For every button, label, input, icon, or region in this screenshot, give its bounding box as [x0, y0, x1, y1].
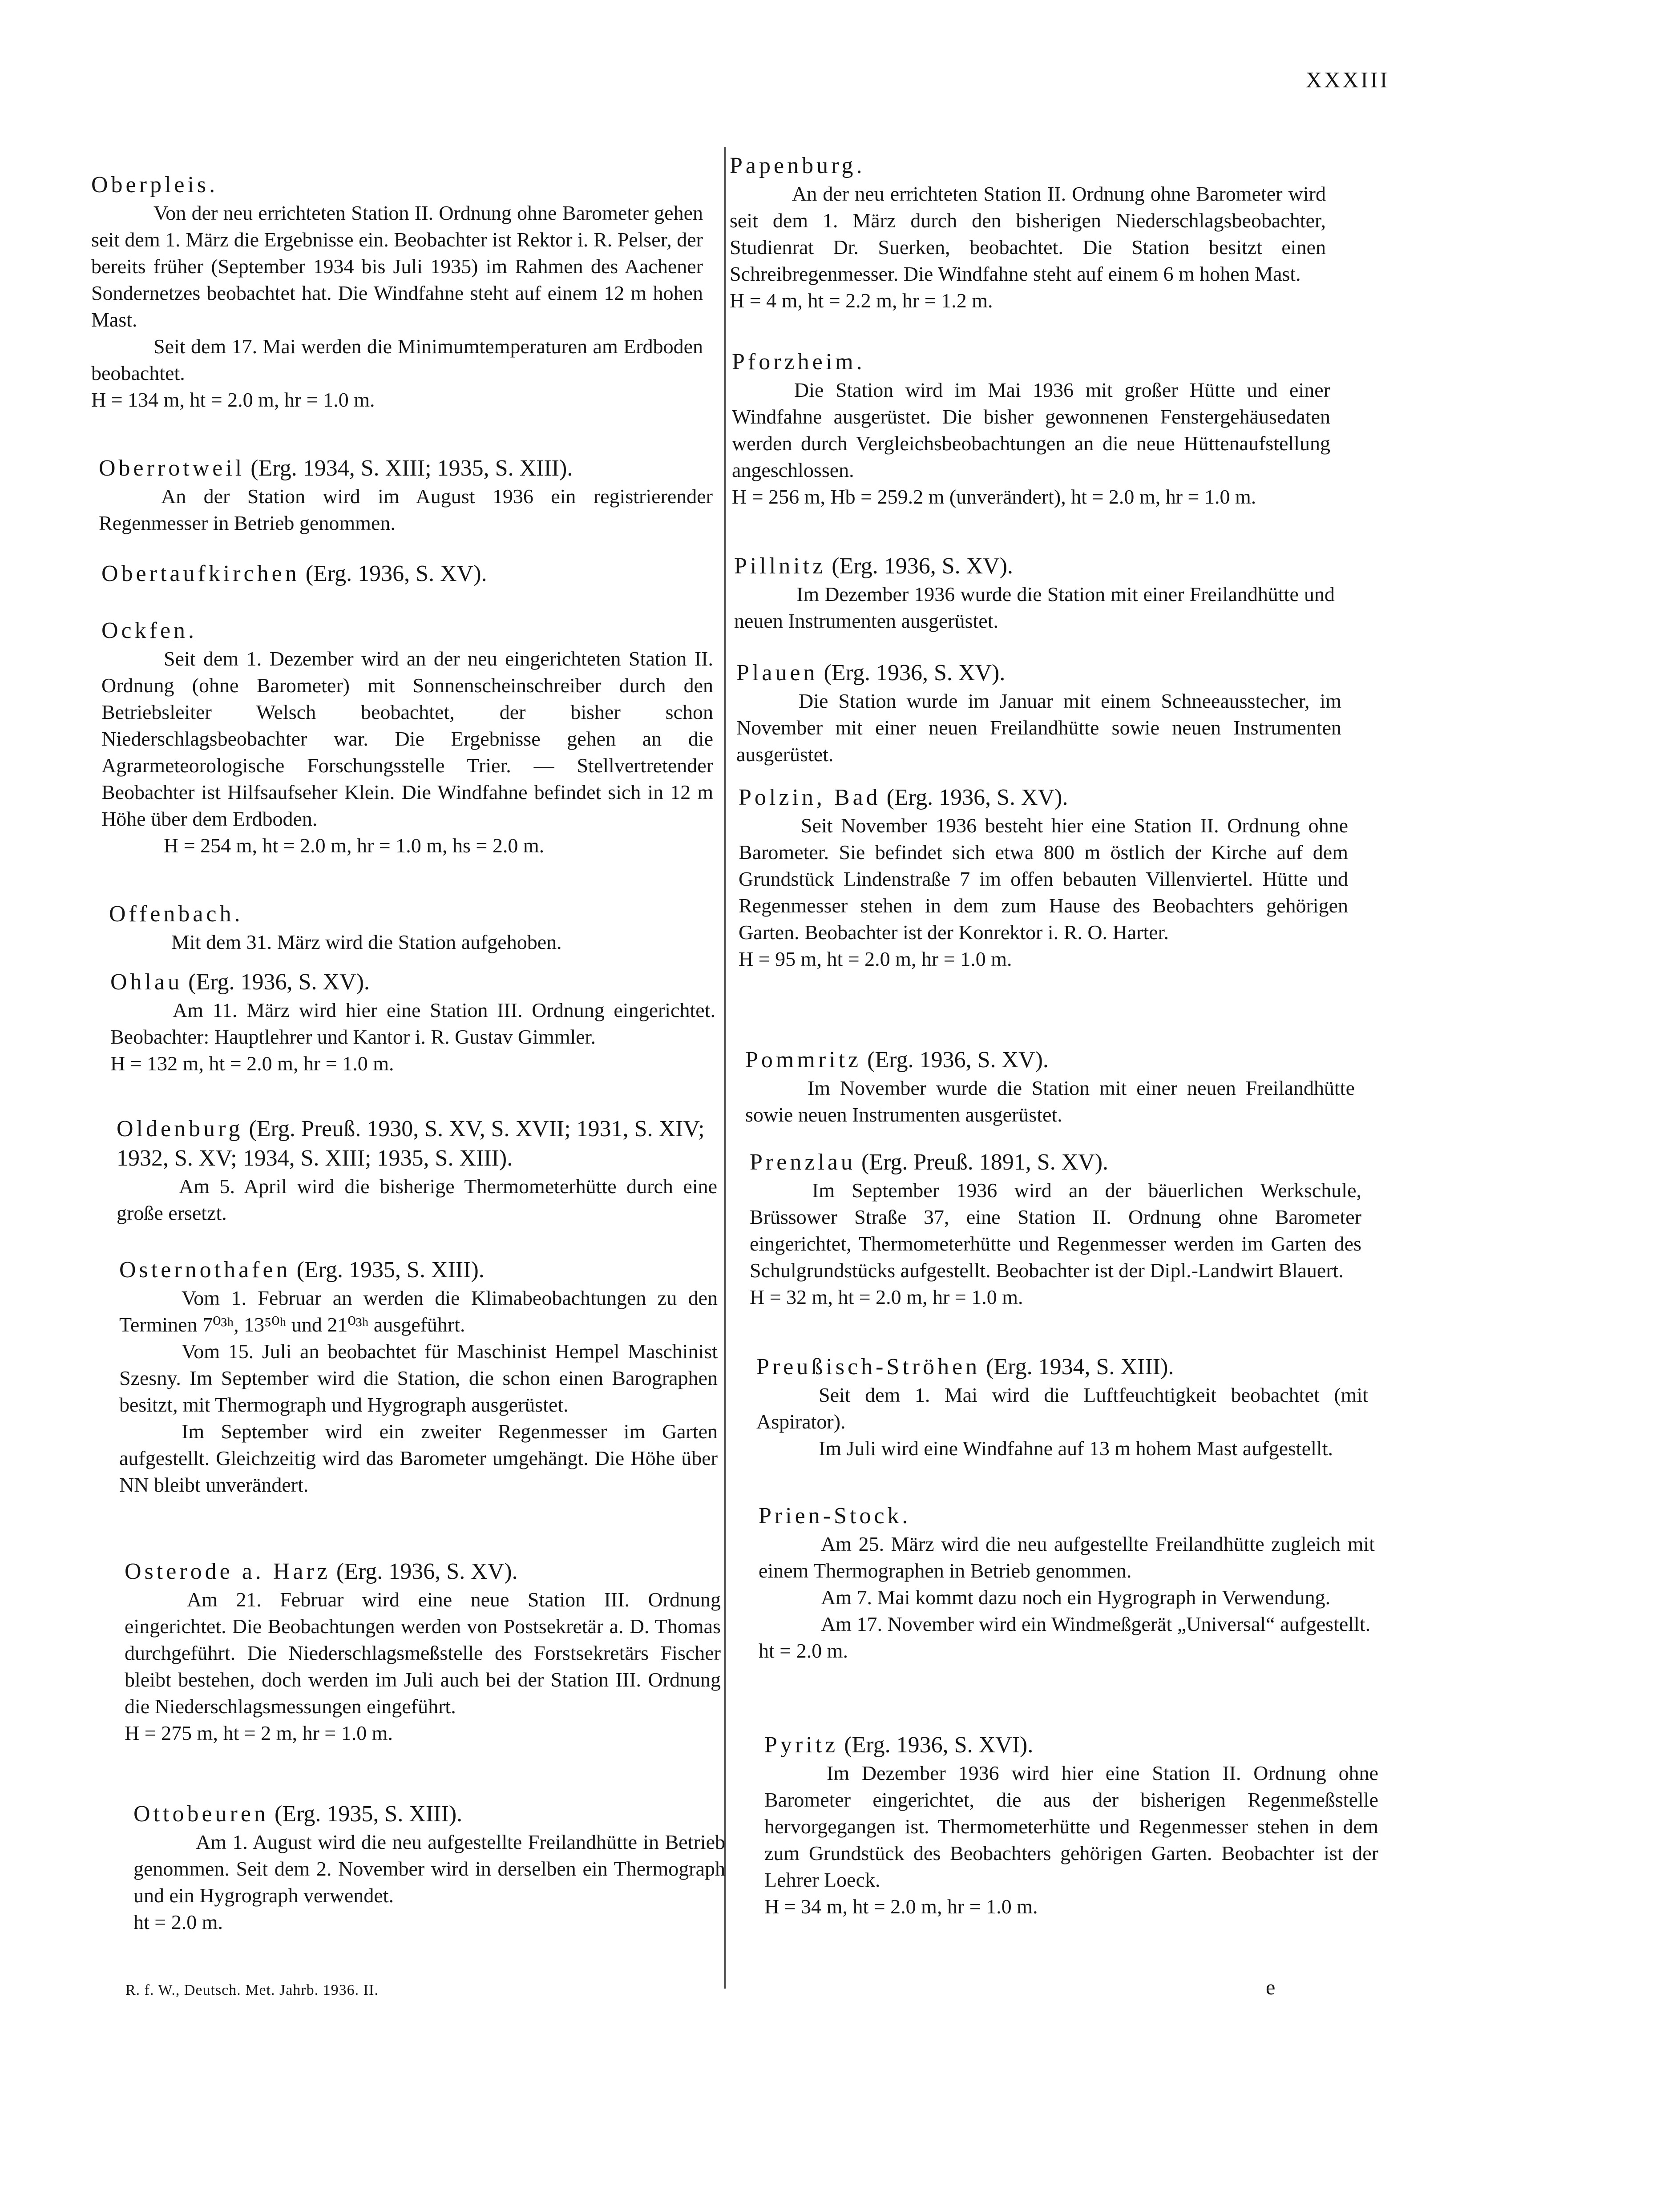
- station-name: Ottobeuren: [133, 1801, 269, 1827]
- station-reference: (Erg. 1935, S. XIII).: [296, 1257, 485, 1283]
- station-paragraph: Im September 1936 wird an der bäuerlichen Werkschule, Brüssower Straße 37, eine Station II. Ordnung ohne Barometer eingerichtet, Thermometerhütte und Regenmesser werden im Garten des Schulgrundstücks aufgestellt. Beobachter ist der Dipl.-Landwirt Blauert.: [750, 1179, 1361, 1282]
- station-heading: [99, 454, 713, 483]
- station-paragraph: Seit November 1936 besteht hier eine Station II. Ordnung ohne Barometer. Sie befindet sich etwa 800 m östlich der Kirche auf dem Grundstück Lindenstraße 7 im offen bebauten Villenviertel. Hütte und Regenmesser stehen in dem zum Hause des Beobachters gehörigen Garten. Beobachter ist der Konrektor i. R. O. Harter.: [739, 814, 1348, 944]
- station-paragraph: H = 32 m, ht = 2.0 m, hr = 1.0 m.: [750, 1286, 1023, 1308]
- station-entry-papenburg: [730, 151, 1326, 314]
- station-name: Osterode a. Harz: [125, 1559, 331, 1584]
- station-heading: [739, 783, 1348, 812]
- station-name: Prenzlau: [750, 1150, 856, 1175]
- station-heading: [732, 347, 1330, 377]
- station-heading: [756, 1352, 1368, 1382]
- station-name: Osternothafen: [119, 1257, 291, 1283]
- station-entry-polzin-bad: [739, 783, 1348, 972]
- station-reference: (Erg. 1936, S. XV).: [832, 553, 1014, 579]
- station-heading: [759, 1501, 1375, 1531]
- station-paragraph: Seit dem 1. Dezember wird an der neu eingerichteten Station II. Ordnung (ohne Barometer) mit Sonnenscheinschreiber durch den Betriebsleiter Welsch beobachtet, der bisher schon Niederschlagsbeobachter war. Die Ergebnisse gehen an die Agrarmeteorologische Forschungsstelle Trier. — Stellvertretender Beobachter ist Hilfsaufseher Klein. Die Windfahne befindet sich in 12 m Höhe über dem Erdboden.: [101, 647, 713, 830]
- station-paragraph: Am 17. November wird ein Windmeßgerät „Universal“ aufgestellt.: [821, 1613, 1371, 1635]
- station-entry-offenbach: [109, 900, 714, 956]
- station-name: Ockfen.: [101, 618, 198, 643]
- station-paragraph: Am 1. August wird die neu aufgestellte Freilandhütte in Betrieb genommen. Seit dem 2. November wird in derselben ein Thermograph und ein Hygrograph verwendet.: [133, 1831, 725, 1907]
- station-paragraph: H = 34 m, ht = 2.0 m, hr = 1.0 m.: [764, 1895, 1038, 1918]
- station-paragraph: H = 275 m, ht = 2 m, hr = 1.0 m.: [125, 1722, 393, 1744]
- station-paragraph: Die Station wird im Mai 1936 mit großer Hütte und einer Windfahne ausgerüstet. Die bisher gewonnenen Fenstergehäusedaten werden durch Vergleichsbeobachtungen an die neue Hüttenaufstellung angeschlossen.: [732, 379, 1330, 481]
- station-name: Oberrotweil: [99, 456, 245, 481]
- station-name: Pyritz: [764, 1732, 839, 1758]
- station-paragraph: H = 256 m, Hb = 259.2 m (unverändert), ht = 2.0 m, hr = 1.0 m.: [732, 485, 1256, 508]
- station-paragraph: Am 7. Mai kommt dazu noch ein Hygrograph in Verwendung.: [821, 1586, 1331, 1609]
- station-name: Plauen: [736, 660, 818, 686]
- station-entry-pillnitz: [734, 552, 1335, 634]
- station-heading: [125, 1557, 721, 1586]
- station-paragraph: Am 11. März wird hier eine Station III. Ordnung eingerichtet. Beobachter: Hauptlehrer und Kantor i. R. Gustav Gimmler.: [110, 999, 715, 1048]
- station-entry-oberpleis: [91, 170, 703, 413]
- station-paragraph: Vom 1. Februar an werden die Klimabeobachtungen zu den Terminen 7⁰³ʰ, 13⁵⁰ʰ und 21⁰³ʰ ausgeführt.: [119, 1287, 718, 1336]
- station-name: Obertaufkirchen: [101, 561, 300, 586]
- station-paragraph: Am 5. April wird die bisherige Thermometerhütte durch eine große ersetzt.: [117, 1175, 717, 1224]
- station-paragraph: Im Juli wird eine Windfahne auf 13 m hohem Mast aufgestellt.: [819, 1437, 1333, 1460]
- station-paragraph: H = 254 m, ht = 2.0 m, hr = 1.0 m, hs = 2.0 m.: [164, 834, 545, 857]
- station-name: Polzin, Bad: [739, 785, 881, 810]
- station-reference: (Erg. 1936, S. XVI).: [844, 1732, 1034, 1758]
- station-paragraph: ht = 2.0 m.: [759, 1639, 848, 1662]
- station-heading: [117, 1114, 717, 1173]
- station-entry-pforzheim: [732, 347, 1330, 510]
- station-reference: (Erg. 1936, S. XV).: [867, 1047, 1049, 1073]
- station-reference: (Erg. Preuß. 1891, S. XV).: [861, 1150, 1109, 1175]
- station-paragraph: Seit dem 17. Mai werden die Minimumtemperaturen am Erdboden beobachtet.: [91, 335, 703, 384]
- station-name: Prien-Stock.: [759, 1503, 911, 1529]
- station-entry-oberrotweil: [99, 454, 713, 537]
- station-reference: (Erg. 1936, S. XV).: [305, 561, 487, 586]
- station-heading: [110, 968, 715, 997]
- station-entry-osterode-a-harz: [125, 1557, 721, 1747]
- station-paragraph: Am 21. Februar wird eine neue Station III. Ordnung eingerichtet. Die Beobachtungen werden von Postsekretär a. D. Thomas durchgeführt. Die Niederschlagsmeßstelle des Forstsekretärs Fischer bleibt bestehen, doch werden im Juli auch bei der Station III. Ordnung die Niederschlagsmessungen eingeführt.: [125, 1588, 721, 1718]
- station-heading: [730, 151, 1326, 181]
- station-heading: [119, 1255, 718, 1285]
- station-heading: [133, 1800, 725, 1829]
- station-entry-preu-isch-str-hen: [756, 1352, 1368, 1462]
- station-heading: [109, 900, 714, 929]
- station-reference: (Erg. 1934, S. XIII).: [986, 1354, 1174, 1380]
- station-paragraph: Seit dem 1. Mai wird die Luftfeuchtigkeit beobachtet (mit Aspirator).: [756, 1384, 1368, 1433]
- station-entry-prien-stock: [759, 1501, 1375, 1664]
- station-paragraph: Am 25. März wird die neu aufgestellte Freilandhütte zugleich mit einem Thermographen in Betrieb genommen.: [759, 1533, 1375, 1582]
- station-paragraph: Im Dezember 1936 wird hier eine Station II. Ordnung ohne Barometer eingerichtet, die aus der bisherigen Regenmeßstelle hervorgegangen ist. Thermometerhütte und Regenmesser stehen in dem zum Grundstück des Beobachters gehörigen Garten. Beobachter ist der Lehrer Loeck.: [764, 1762, 1378, 1891]
- station-entry-obertaufkirchen: [101, 559, 713, 589]
- station-name: Pillnitz: [734, 553, 826, 579]
- station-heading: [745, 1045, 1355, 1075]
- station-heading: [764, 1731, 1378, 1760]
- station-heading: [91, 170, 703, 200]
- station-heading: [101, 616, 713, 646]
- station-name: Ohlau: [110, 969, 183, 995]
- station-entry-pyritz: [764, 1731, 1378, 1920]
- station-entry-oldenburg: [117, 1114, 717, 1227]
- station-reference: (Erg. 1934, S. XIII; 1935, S. XIII).: [250, 456, 573, 481]
- station-name: Offenbach.: [109, 901, 243, 927]
- station-paragraph: Mit dem 31. März wird die Station aufgehoben.: [171, 931, 562, 953]
- station-paragraph: Die Station wurde im Januar mit einem Schneeausstecher, im November mit einer neuen Freilandhütte sowie neuen Instrumenten ausgerüstet.: [736, 690, 1341, 766]
- station-name: Oldenburg: [117, 1116, 243, 1142]
- station-reference: (Erg. 1936, S. XV).: [824, 660, 1006, 686]
- station-reference: (Erg. 1936, S. XV).: [336, 1559, 518, 1584]
- station-paragraph: Von der neu errichteten Station II. Ordnung ohne Barometer gehen seit dem 1. März die Ergebnisse ein. Beobachter ist Rektor i. R. Pelser, der bereits früher (September 1934 bis Juli 1935) im Rahmen des Aachener Sondernetzes beobachtet hat. Die Windfahne steht auf einem 12 m hohen Mast.: [91, 202, 703, 331]
- footer-citation: R. f. W., Deutsch. Met. Jahrb. 1936. II.: [125, 1982, 379, 1998]
- station-entry-ottobeuren: [133, 1800, 725, 1936]
- station-name: Papenburg.: [730, 153, 865, 178]
- station-entry-osternothafen: [119, 1255, 718, 1498]
- station-paragraph: An der neu errichteten Station II. Ordnung ohne Barometer wird seit dem 1. März durch den bisherigen Niederschlagsbeobachter, Studienrat Dr. Suerken, beobachtet. Die Station besitzt einen Schreibregenmesser. Die Windfahne steht auf einem 6 m hohen Mast.: [730, 182, 1326, 285]
- station-name: Oberpleis.: [91, 172, 218, 198]
- station-paragraph: Im Dezember 1936 wurde die Station mit einer Freilandhütte und neuen Instrumenten ausgerüstet.: [734, 583, 1335, 632]
- station-entry-plauen: [736, 658, 1341, 768]
- signature-mark: e: [1266, 1976, 1276, 1999]
- station-paragraph: An der Station wird im August 1936 ein registrierender Regenmesser in Betrieb genommen.: [99, 485, 713, 534]
- station-paragraph: ht = 2.0 m.: [133, 1911, 223, 1933]
- station-paragraph: H = 4 m, ht = 2.2 m, hr = 1.2 m.: [730, 289, 993, 312]
- station-heading: [734, 552, 1335, 581]
- station-name: Pforzheim.: [732, 349, 865, 375]
- station-name: Preußisch-Ströhen: [756, 1354, 981, 1380]
- station-paragraph: Im September wird ein zweiter Regenmesser im Garten aufgestellt. Gleichzeitig wird das Barometer umgehängt. Die Höhe über NN bleibt unverändert.: [119, 1420, 718, 1496]
- station-name: Pommritz: [745, 1047, 862, 1073]
- station-paragraph: H = 95 m, ht = 2.0 m, hr = 1.0 m.: [739, 948, 1012, 970]
- station-heading: [736, 658, 1341, 688]
- column-divider: [724, 147, 726, 1989]
- station-entry-ockfen: [101, 616, 713, 859]
- station-entry-ohlau: [110, 968, 715, 1077]
- station-paragraph: H = 134 m, ht = 2.0 m, hr = 1.0 m.: [91, 388, 375, 411]
- station-heading: [750, 1148, 1361, 1177]
- station-reference: (Erg. 1935, S. XIII).: [274, 1801, 463, 1827]
- station-heading: [101, 559, 713, 589]
- station-paragraph: Im November wurde die Station mit einer neuen Freilandhütte sowie neuen Instrumenten ausgerüstet.: [745, 1077, 1355, 1126]
- station-entry-prenzlau: [750, 1148, 1361, 1311]
- station-reference: (Erg. 1936, S. XV).: [188, 969, 370, 995]
- station-entry-pommritz: [745, 1045, 1355, 1128]
- station-paragraph: Vom 15. Juli an beobachtet für Maschinist Hempel Maschinist Szesny. Im September wird die Station, die schon einen Barographen besitzt, mit Thermograph und Hygrograph ausgerüstet.: [119, 1340, 718, 1416]
- station-reference: (Erg. 1936, S. XV).: [886, 785, 1068, 810]
- station-paragraph: H = 132 m, ht = 2.0 m, hr = 1.0 m.: [110, 1052, 394, 1075]
- page-number: XXXIII: [1306, 67, 1390, 92]
- station-reference: (Erg. Preuß. 1930, S. XV, S. XVII; 1931, S. XIV; 1932, S. XV; 1934, S. XIII; 1935, S. XIII).: [117, 1116, 705, 1171]
